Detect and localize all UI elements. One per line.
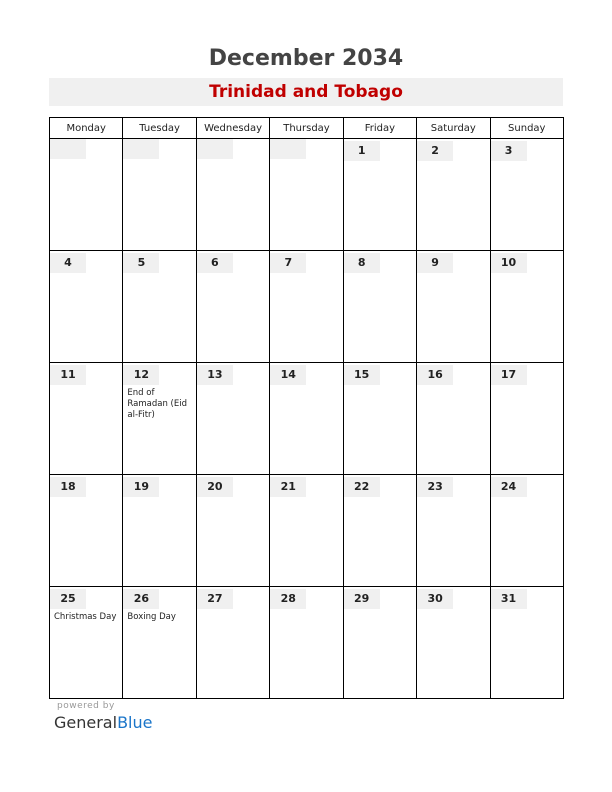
day-number-badge [491, 141, 527, 161]
week-row [50, 587, 564, 699]
day-cell [50, 251, 123, 363]
day-number-badge [491, 365, 527, 385]
country-name: Trinidad and Tobago [209, 82, 403, 102]
day-number: 30 [427, 592, 443, 605]
day-number: 28 [280, 592, 296, 605]
day-number: 3 [504, 144, 513, 157]
day-cell [123, 475, 196, 587]
day-number-badge [50, 477, 86, 497]
day-number-badge [197, 477, 233, 497]
day-cell [417, 363, 490, 475]
day-number: 18 [60, 480, 76, 493]
day-number-badge [123, 589, 159, 609]
empty-day-marker [123, 139, 159, 159]
day-number: 15 [354, 368, 370, 381]
brand-general-text: General [54, 713, 118, 732]
day-number: 27 [207, 592, 223, 605]
day-number-badge [417, 141, 453, 161]
day-cell [270, 587, 343, 699]
day-cell [123, 587, 196, 699]
day-cell [123, 363, 196, 475]
week-row [50, 251, 564, 363]
brand-blue-text: Blue [117, 713, 153, 732]
day-number: 9 [431, 256, 439, 269]
day-cell [490, 363, 563, 475]
weekday-header: Wednesday [196, 118, 269, 139]
day-number-badge [197, 253, 233, 273]
day-cell [417, 587, 490, 699]
holiday-label: End of Ramadan (Eid al-Fitr) [127, 388, 187, 420]
day-number: 1 [357, 144, 366, 157]
day-cell [343, 475, 416, 587]
day-cell [196, 139, 269, 251]
weekday-header: Saturday [417, 118, 490, 139]
day-number: 25 [60, 592, 76, 605]
day-number: 29 [354, 592, 370, 605]
day-number: 17 [500, 368, 517, 381]
day-number: 21 [280, 480, 296, 493]
day-cell [417, 475, 490, 587]
week-row [50, 475, 564, 587]
day-cell [343, 251, 416, 363]
day-cell [270, 363, 343, 475]
day-number: 13 [207, 368, 223, 381]
day-number-badge [50, 589, 86, 609]
calendar-body [50, 139, 564, 699]
country-banner [49, 78, 563, 106]
day-number: 16 [427, 368, 443, 381]
day-cell [196, 363, 269, 475]
day-cell [490, 587, 563, 699]
day-number-badge [123, 253, 159, 273]
day-cell [417, 139, 490, 251]
day-cell [270, 475, 343, 587]
day-number-badge [491, 589, 527, 609]
day-cell [490, 139, 563, 251]
day-cell [123, 139, 196, 251]
day-cell [196, 587, 269, 699]
day-number-badge [417, 589, 453, 609]
day-cell [343, 139, 416, 251]
day-number-badge [270, 477, 306, 497]
weekday-header: Thursday [270, 118, 343, 139]
weekday-header: Friday [343, 118, 416, 139]
day-number-badge [344, 365, 380, 385]
day-number: 10 [500, 256, 517, 269]
day-number: 23 [427, 480, 443, 493]
day-number-badge [50, 365, 86, 385]
day-cell [50, 475, 123, 587]
calendar-grid [49, 117, 564, 699]
day-number-badge [344, 589, 380, 609]
day-number-badge [344, 253, 380, 273]
day-number: 20 [207, 480, 223, 493]
day-number: 12 [133, 368, 150, 381]
day-number-badge [123, 477, 159, 497]
holiday-label: Boxing Day [127, 612, 176, 622]
holiday-label: Christmas Day [54, 612, 117, 622]
day-number: 2 [431, 144, 439, 157]
weekday-header-row [50, 118, 564, 139]
day-number-badge [270, 253, 306, 273]
week-row [50, 139, 564, 251]
day-number-badge [491, 253, 527, 273]
day-number-badge [270, 365, 306, 385]
day-number: 4 [64, 256, 72, 269]
day-cell [123, 251, 196, 363]
day-cell [343, 587, 416, 699]
day-number: 5 [137, 256, 146, 269]
day-cell [490, 251, 563, 363]
day-cell [50, 587, 123, 699]
day-cell [196, 251, 269, 363]
day-number-badge [344, 141, 380, 161]
day-number: 6 [211, 256, 219, 269]
day-number-badge [491, 477, 527, 497]
weekday-header: Monday [50, 118, 123, 139]
day-number: 11 [60, 368, 76, 381]
day-cell [417, 251, 490, 363]
weekday-header: Tuesday [123, 118, 196, 139]
day-number: 24 [500, 480, 517, 493]
weekday-header: Sunday [490, 118, 563, 139]
day-number-badge [417, 365, 453, 385]
day-cell [270, 139, 343, 251]
day-number: 14 [280, 368, 296, 381]
day-cell [196, 475, 269, 587]
page-title: December 2034 [208, 46, 404, 71]
day-cell [490, 475, 563, 587]
day-number-badge [50, 253, 86, 273]
week-row [50, 363, 564, 475]
day-number-badge [344, 477, 380, 497]
empty-day-marker [197, 139, 233, 159]
powered-by-label: powered by [57, 701, 115, 711]
empty-day-marker [270, 139, 306, 159]
day-number: 26 [133, 592, 150, 605]
day-number-badge [417, 253, 453, 273]
day-number-badge [417, 477, 453, 497]
day-cell [50, 139, 123, 251]
generalblue-logo [54, 713, 152, 732]
day-number: 19 [133, 480, 150, 493]
day-number: 8 [357, 256, 366, 269]
day-number: 31 [500, 592, 517, 605]
day-number: 22 [354, 480, 370, 493]
day-number-badge [197, 589, 233, 609]
day-cell [343, 363, 416, 475]
day-number-badge [270, 589, 306, 609]
day-number: 7 [284, 256, 293, 269]
day-cell [270, 251, 343, 363]
empty-day-marker [50, 139, 86, 159]
day-number-badge [197, 365, 233, 385]
day-number-badge [123, 365, 159, 385]
day-cell [50, 363, 123, 475]
